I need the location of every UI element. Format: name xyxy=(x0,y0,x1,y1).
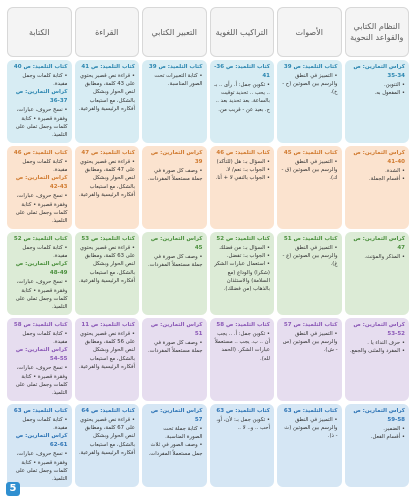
cell-reference: كتاب التلميذ: ص 51 xyxy=(283,236,338,242)
cell-grammar xyxy=(345,60,410,143)
header-row xyxy=(7,7,409,57)
cell-reading xyxy=(75,404,140,487)
table-row xyxy=(7,146,409,229)
cell-sounds xyxy=(277,232,342,315)
cell-text: • نسخ حروف، عبارات، وفقرة قصيرة • كتابة كلمات وجمل تملى على التلميذ. xyxy=(15,365,68,397)
curriculum-table xyxy=(4,4,412,490)
cell-text: • وصف كل صورة في جملة مستعملاً المفردات. xyxy=(148,168,203,183)
cell-grammar xyxy=(345,232,410,315)
cell-text: • قراءة نص قصير يحتوي على 56 كلمة، ومطابق لنص الحوار وبشكل بالشكل، مع استيعاب أفكاره الرئيسية والفرعية. xyxy=(78,331,135,370)
page-number: 5 xyxy=(6,482,20,496)
table-row xyxy=(7,60,409,143)
cell-language-structures xyxy=(210,232,275,315)
cell-reference: كتاب التلميذ: ص 39 xyxy=(148,64,203,70)
cell-writing xyxy=(7,60,72,143)
cell-reading xyxy=(75,318,140,401)
header-writing: الكتابة xyxy=(7,7,72,57)
cell-text: • كتابة كلمات وجمل مفيدة. xyxy=(22,159,68,174)
cell-text: • نسخ حروف، عبارات، وفقرة قصيرة • كتابة كلمات وجمل تملى على التلميذ. xyxy=(15,193,68,225)
cell-sounds xyxy=(277,60,342,143)
cell-text: • نسخ حروف، عبارات، وفقرة قصيرة • كتابة كلمات وجمل تملى على التلميذ. xyxy=(15,107,68,139)
cell-text: • التمييز في النطق والرسم بين الصوتين (ق - ك). xyxy=(281,159,338,182)
header-reading: القراءة xyxy=(75,7,140,57)
table-row xyxy=(7,404,409,487)
cell-text: • حرف النداء يا . xyxy=(367,340,405,346)
cell-text: • وصف كل صورة في جملة مستعملاً المفردات. xyxy=(148,254,203,269)
cell-text: • التمييز في النطق والرسم بين الصوتين (س - ش). xyxy=(282,331,338,354)
cell-reference: كتاب التلميذ: ص 58 xyxy=(216,322,270,328)
cell-text: • المفرد والمثنى والجمع. xyxy=(349,348,405,355)
cell-text: • كتابة كلمات وجمل مفيدة. xyxy=(22,73,68,88)
cell-reference: كراس التمارين: ص 39 xyxy=(150,150,203,165)
cell-reference: كراس التمارين: ص 45 xyxy=(150,236,203,251)
cell-reference: كراس التمارين: ص 47 xyxy=(353,236,405,251)
cell-text: • كتابة جملة تحت الصورة المناسبة. xyxy=(163,426,203,441)
cell-reference: كراس التمارين: ص 37-36 xyxy=(15,89,68,105)
cell-text: • استعمال عبارات الشكر (شكرا) والوداع (مع السلامة) والاستئذان بالذهاب (من فضلك). xyxy=(214,261,270,293)
curriculum-table-page xyxy=(4,4,412,483)
cell-language-structures xyxy=(210,404,275,487)
cell-reference: كتاب التلميذ: ص 41 xyxy=(81,64,135,70)
cell-reference: كراس التمارين: ص 58-59 xyxy=(353,408,405,423)
cell-text: • التنوين. xyxy=(383,82,405,88)
cell-text: • الشدة. xyxy=(385,168,405,174)
cell-written-expression xyxy=(142,404,207,487)
cell-reference: كتاب التلميذ: ص 63 xyxy=(13,408,68,414)
cell-reference: كتاب التلميذ: ص 63 xyxy=(283,408,338,414)
cell-grammar xyxy=(345,146,410,229)
cell-text: • قراءة نص قصير يحتوي على 63 كلمة، ومطابق لنص الحوار وبشكل بالشكل، مع استيعاب أفكاره الرئيسية والفرعية. xyxy=(78,245,135,284)
cell-text: • الجواب بـ: نعم/ لا. xyxy=(225,167,270,174)
cell-text: • السؤال بـ: من فضلك xyxy=(219,245,270,251)
cell-reference: كراس التمارين: ص 61-62 xyxy=(15,433,68,449)
cell-grammar xyxy=(345,318,410,401)
cell-text: • قراءة نص قصير يحتوي على 67 كلمة، ومطابق لنص الحوار وبشكل بالشكل، مع استيعاب أفكاره الرئيسية والفرعية. xyxy=(78,417,135,456)
cell-reading xyxy=(75,60,140,143)
cell-reference: كتاب التلميذ: ص 53 xyxy=(81,236,135,242)
cell-written-expression xyxy=(142,146,207,229)
cell-sounds xyxy=(277,146,342,229)
cell-writing xyxy=(7,232,72,315)
cell-language-structures xyxy=(210,60,275,143)
cell-text: • نسخ حروف، عبارات، وفقرة قصيرة • كتابة كلمات وجمل تملى على التلميذ. xyxy=(15,451,68,483)
header-sounds: الأصوات xyxy=(277,7,342,57)
cell-text: • الجواب بالنفي لا + أنا. xyxy=(215,175,270,182)
cell-reference: كراس التمارين: ص 49-48 xyxy=(15,261,68,277)
cell-reading xyxy=(75,146,140,229)
cell-reference: كتاب التلميذ: ص 11 xyxy=(81,322,135,328)
cell-reference: كراس التمارين: ص 51 xyxy=(150,322,203,337)
cell-text: • وصف كل صورة في جملة مستعملاً المفردات. xyxy=(148,340,203,355)
cell-language-structures xyxy=(210,146,275,229)
cell-reference: كتاب التلميذ: ص 36-41 xyxy=(214,64,270,79)
cell-text: • كتابة التعبيرات تحت الصور المناسبة. xyxy=(154,73,203,88)
cell-writing xyxy=(7,146,72,229)
cell-text: • نسخ حروف، عبارات، وفقرة قصيرة • كتابة كلمات وجمل تملى على التلميذ. xyxy=(15,279,68,311)
cell-writing xyxy=(7,404,72,487)
cell-reference: كراس التمارين: ص 57 xyxy=(150,408,203,423)
cell-reading xyxy=(75,232,140,315)
cell-text: • التمييز في النطق والرسم بين الصوتين (ح - خ). xyxy=(282,73,338,96)
cell-reference: كتاب التلميذ: ص 46 xyxy=(13,150,68,156)
cell-text: • قراءة نص قصير يحتوي على 47 كلمة، ومطابق لنص الحوار وبشكل بالشكل، مع استيعاب أفكاره الرئيسية والفرعية. xyxy=(78,159,135,198)
cell-reference: كتاب التلميذ: ص 52 xyxy=(13,236,68,242)
header-language-structures: التراكيب اللغوية xyxy=(210,7,275,57)
cell-text: • تكوين جمل بـ: لأن، أو، أحب .. و.. لا .. xyxy=(216,417,270,432)
cell-text: • السؤال بـ: هل (للتأكد) xyxy=(216,159,270,165)
cell-reference: كتاب التلميذ: ص 39 xyxy=(283,64,338,70)
cell-text: • قراءة نص قصير يحتوي على 43 كلمة، ومطابق لنص الحوار وبشكل بالشكل، مع استيعاب أفكاره الرئيسية والفرعية. xyxy=(78,73,135,112)
header-writing-system-grammar: النظام الكتابي والقواعد النحوية xyxy=(345,7,410,57)
cell-sounds xyxy=(277,318,342,401)
cell-reference: كتاب التلميذ: ص 45 xyxy=(283,150,338,156)
cell-reference: كتاب التلميذ: ص 52 xyxy=(216,236,270,242)
cell-text: • المفعول به. xyxy=(374,90,405,97)
cell-text: • التمييز في النطق والرسم بين الصوتين (ث - ذ). xyxy=(284,417,338,440)
cell-reference: كتاب التلميذ: ص 46 xyxy=(216,150,270,156)
cell-text: • كتابة كلمات وجمل مفيدة. xyxy=(22,245,68,260)
cell-reference: كتاب التلميذ: ص 63 xyxy=(216,408,270,414)
cell-written-expression xyxy=(142,232,207,315)
cell-writing xyxy=(7,318,72,401)
cell-text: • الجواب بـ: تفضل. xyxy=(226,253,270,260)
cell-text: • أقسام الفعل. xyxy=(370,434,405,441)
cell-reference: كتاب التلميذ: ص 58 xyxy=(13,322,68,328)
cell-language-structures xyxy=(210,318,275,401)
table-row xyxy=(7,318,409,401)
cell-reference: كراس التمارين: ص 43-42 xyxy=(15,175,68,191)
cell-reference: كراس التمارين: ص 34-35 xyxy=(353,64,405,79)
cell-written-expression xyxy=(142,60,207,143)
header-written-expression: التعبير الكتابي xyxy=(142,7,207,57)
cell-reference: كتاب التلميذ: ص 47 xyxy=(81,150,135,156)
cell-reference: كراس التمارين: ص 40-41 xyxy=(353,150,405,165)
cell-reference: كتاب التلميذ: ص 40 xyxy=(13,64,68,70)
cell-sounds xyxy=(277,404,342,487)
table-row xyxy=(7,232,409,315)
cell-reference: كتاب التلميذ: ص 64 xyxy=(81,408,135,414)
cell-text: • الضمير. xyxy=(383,426,405,432)
cell-text: • تكوين جمل: أ. رأى .. بـ .. يحب .. تحديد توقيت بالساعة. بعد تحديد بعد .. ج. بعيد عن - قريب من. xyxy=(214,82,270,113)
cell-text: • تكوين جمل: أ. .. يجب أن .. ب. يجب .. مستعملاً عبارات الشكر. (الحمد لله). xyxy=(214,331,270,362)
cell-text: • كتابة كلمات وجمل مفيدة. xyxy=(22,331,68,346)
cell-text: • التمييز في النطق والرسم بين الصوتين (ع - غ). xyxy=(282,245,338,268)
cell-text: • المذكر والمؤنث. xyxy=(364,254,405,260)
cell-reference: كراس التمارين: ص 52-53 xyxy=(353,322,405,337)
cell-text: • كتابة كلمات وجمل مفيدة. xyxy=(22,417,68,432)
cell-written-expression xyxy=(142,318,207,401)
cell-text: • وصف الصور في ثلاث جمل مستعملاً المفردات. xyxy=(148,442,203,457)
cell-reference: كراس التمارين: ص 55-54 xyxy=(15,347,68,363)
cell-grammar xyxy=(345,404,410,487)
cell-reference: كتاب التلميذ: ص 57 xyxy=(283,322,338,328)
cell-text: • أقسام الجملة. xyxy=(369,176,405,183)
